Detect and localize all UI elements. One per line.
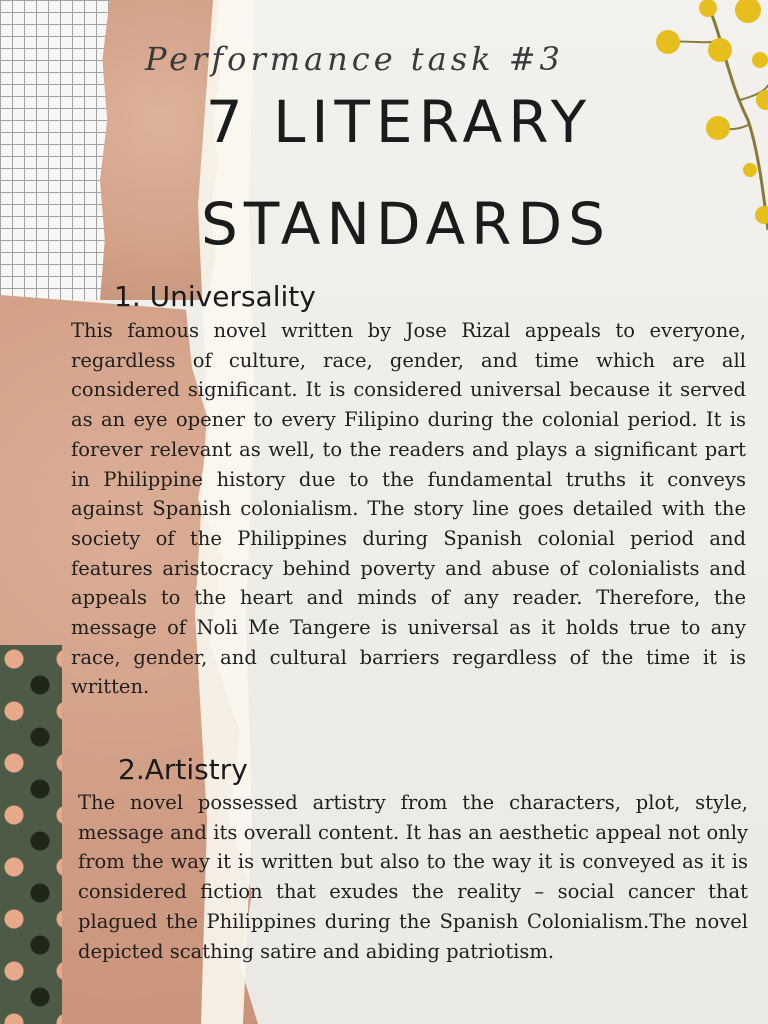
performance-task-label: Performance task #3 [145,40,564,78]
section-body-artistry: The novel possessed artistry from the characters, plot, style, message and its overall content. It has an aesthetic appeal not only from the way it is written but also to the way it is conveyed as it is considered fiction that exudes the reality – social cancer that plagued the Philippines during the Spanish Colonialism.The novel depicted scathing satire and abiding patriotism. [78,791,748,963]
page-title-line-2: STANDARDS [201,190,611,258]
page-title-line-1: 7 LITERARY [205,88,593,156]
polka-dot-strip [0,645,62,1024]
section-heading-artistry: 2.Artistry [118,753,248,786]
section-body-universality: This famous novel written by Jose Rizal appeals to everyone, regardless of culture, race, gender, and time which are all considered significant. It is considered universal because it served as an eye opener to every Filipino during the colonial period. It is forever relevant as well, to the readers and plays a significant part in Philippine history due to the fundamental truths it conveys against Spanish colonialism. The story line goes detailed with the society of the Philippines during Spanish colonial period and features aristocracy behind poverty and abuse of colonialists and appeals to the heart and minds of any reader. Therefore, the message of Noli Me Tangere is universal as it holds true to any race, gender, and cultural barriers regardless of the time it is written. [71,319,746,699]
section-heading-universality: 1. Universality [114,280,316,313]
